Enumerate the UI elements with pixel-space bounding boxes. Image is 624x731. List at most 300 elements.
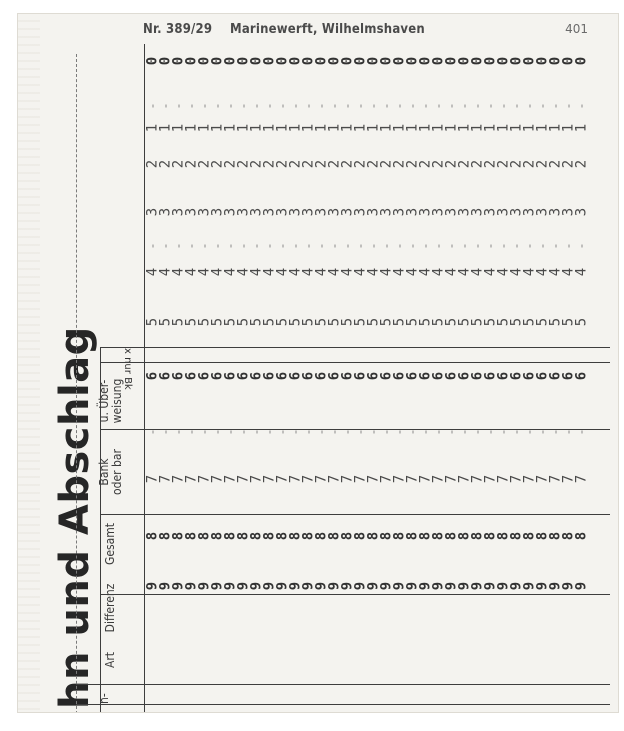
punch-digit: 8 bbox=[573, 531, 590, 541]
column-label-differenz: Differenz bbox=[103, 583, 117, 633]
rule-art bbox=[76, 704, 610, 705]
punch-digit: - bbox=[496, 428, 511, 436]
punch-digit: 2 bbox=[560, 159, 577, 169]
card-title: hn und Abschlag bbox=[52, 326, 98, 709]
punch-digit: - bbox=[379, 102, 394, 110]
punch-digit: 1 bbox=[144, 123, 161, 133]
punch-digit: 2 bbox=[417, 159, 434, 169]
punch-digit: 9 bbox=[196, 581, 213, 591]
punch-digit: 2 bbox=[326, 159, 343, 169]
punch-digit: 2 bbox=[573, 159, 590, 169]
punch-digit: 0 bbox=[300, 56, 317, 66]
digit-row bbox=[146, 236, 588, 256]
punch-digit: - bbox=[275, 242, 290, 250]
punch-digit: 9 bbox=[469, 581, 486, 591]
punch-digit: 2 bbox=[209, 159, 226, 169]
punch-digit: 2 bbox=[521, 159, 538, 169]
punch-digit: 6 bbox=[391, 371, 408, 381]
punch-digit: 5 bbox=[404, 317, 421, 327]
punch-digit: - bbox=[301, 242, 316, 250]
punch-digit: - bbox=[340, 428, 355, 436]
punch-digit: 7 bbox=[560, 474, 577, 484]
punch-digit: - bbox=[171, 102, 186, 110]
punch-digit: 9 bbox=[144, 581, 161, 591]
punch-digit: - bbox=[405, 242, 420, 250]
punch-digit: - bbox=[340, 102, 355, 110]
punch-digit: 2 bbox=[248, 159, 265, 169]
punch-digit: - bbox=[392, 428, 407, 436]
punch-digit: - bbox=[223, 102, 238, 110]
punch-digit: - bbox=[561, 428, 576, 436]
punch-digit: 5 bbox=[274, 317, 291, 327]
punch-digit: - bbox=[340, 242, 355, 250]
rule-label-column bbox=[100, 347, 101, 712]
punch-digit: - bbox=[431, 102, 446, 110]
digit-row bbox=[146, 422, 588, 442]
punch-digit: - bbox=[236, 242, 251, 250]
punch-digit: 5 bbox=[300, 317, 317, 327]
punch-digit: - bbox=[444, 242, 459, 250]
rule-ueberweisung-xnurbk bbox=[100, 362, 610, 363]
punch-digit: 2 bbox=[196, 159, 213, 169]
punch-digit: 3 bbox=[391, 207, 408, 217]
punch-digit: 6 bbox=[196, 371, 213, 381]
punch-digit: 6 bbox=[326, 371, 343, 381]
punch-digit: 7 bbox=[222, 474, 239, 484]
punch-digit: 6 bbox=[170, 371, 187, 381]
punch-digit: 9 bbox=[339, 581, 356, 591]
punch-digit: 0 bbox=[443, 56, 460, 66]
punch-digit: - bbox=[197, 428, 212, 436]
punch-digit: - bbox=[548, 242, 563, 250]
punch-digit: - bbox=[405, 102, 420, 110]
punch-digit: 3 bbox=[235, 207, 252, 217]
punch-digit: 2 bbox=[534, 159, 551, 169]
punch-digit: 6 bbox=[365, 371, 382, 381]
punch-digit: 3 bbox=[183, 207, 200, 217]
punch-digit: 6 bbox=[300, 371, 317, 381]
punch-digit: 9 bbox=[352, 581, 369, 591]
punch-digit: 8 bbox=[417, 531, 434, 541]
punch-digit: - bbox=[574, 428, 589, 436]
punch-digit: 8 bbox=[456, 531, 473, 541]
punch-digit: 8 bbox=[469, 531, 486, 541]
ueberweisung-label-line1: u. Über- bbox=[97, 379, 111, 423]
punch-digit: - bbox=[262, 428, 277, 436]
punch-digit: - bbox=[405, 428, 420, 436]
punch-digit: 7 bbox=[261, 474, 278, 484]
punch-digit: 1 bbox=[339, 123, 356, 133]
punch-digit: 1 bbox=[443, 123, 460, 133]
punch-digit: - bbox=[171, 242, 186, 250]
punch-digit: 1 bbox=[404, 123, 421, 133]
punch-digit: 7 bbox=[339, 474, 356, 484]
punch-digit: 4 bbox=[430, 267, 447, 277]
punch-digit: 7 bbox=[391, 474, 408, 484]
punch-digit: 4 bbox=[157, 267, 174, 277]
punch-digit: - bbox=[197, 242, 212, 250]
punch-digit: 3 bbox=[573, 207, 590, 217]
punch-digit: 5 bbox=[287, 317, 304, 327]
punch-digit: - bbox=[171, 428, 186, 436]
punch-digit: 2 bbox=[170, 159, 187, 169]
punch-digit: - bbox=[210, 242, 225, 250]
punch-digit: 6 bbox=[404, 371, 421, 381]
punch-digit: 6 bbox=[560, 371, 577, 381]
punch-digit: 8 bbox=[521, 531, 538, 541]
punch-digit: 4 bbox=[495, 267, 512, 277]
punch-digit: 8 bbox=[365, 531, 382, 541]
punch-digit: 5 bbox=[417, 317, 434, 327]
punch-digit: 6 bbox=[534, 371, 551, 381]
punch-digit: 3 bbox=[170, 207, 187, 217]
punch-digit: 8 bbox=[170, 531, 187, 541]
digit-row bbox=[146, 51, 588, 71]
punch-digit: 0 bbox=[196, 56, 213, 66]
punch-digit: 0 bbox=[313, 56, 330, 66]
punch-digit: 5 bbox=[339, 317, 356, 327]
punch-digit: 4 bbox=[170, 267, 187, 277]
punch-digit: 9 bbox=[547, 581, 564, 591]
punch-digit: 3 bbox=[560, 207, 577, 217]
digit-row bbox=[146, 576, 588, 596]
punch-digit: 6 bbox=[157, 371, 174, 381]
punch-digit: - bbox=[418, 428, 433, 436]
punch-digit: 1 bbox=[495, 123, 512, 133]
punch-digit: 1 bbox=[287, 123, 304, 133]
punch-digit: 7 bbox=[430, 474, 447, 484]
punch-digit: - bbox=[197, 102, 212, 110]
punch-digit: - bbox=[262, 102, 277, 110]
digit-row bbox=[146, 469, 588, 489]
punch-digit: 4 bbox=[521, 267, 538, 277]
punch-card bbox=[18, 14, 618, 712]
punch-digit: 3 bbox=[469, 207, 486, 217]
punch-digit: 4 bbox=[261, 267, 278, 277]
punch-digit: 4 bbox=[482, 267, 499, 277]
digit-row bbox=[146, 96, 588, 116]
punch-digit: 6 bbox=[495, 371, 512, 381]
punch-digit: - bbox=[574, 242, 589, 250]
punch-digit: - bbox=[288, 428, 303, 436]
punch-digit: 9 bbox=[261, 581, 278, 591]
punch-digit: 7 bbox=[326, 474, 343, 484]
punch-digit: - bbox=[353, 102, 368, 110]
punch-digit: 1 bbox=[378, 123, 395, 133]
punch-digit: 9 bbox=[183, 581, 200, 591]
punch-digit: 7 bbox=[365, 474, 382, 484]
punch-digit: - bbox=[392, 242, 407, 250]
punch-digit: 0 bbox=[209, 56, 226, 66]
punch-digit: - bbox=[535, 102, 550, 110]
punch-digit: 3 bbox=[456, 207, 473, 217]
punch-digit: 7 bbox=[248, 474, 265, 484]
punch-digit: - bbox=[366, 242, 381, 250]
punch-digit: 3 bbox=[196, 207, 213, 217]
punch-digit: - bbox=[184, 428, 199, 436]
punch-digit: 8 bbox=[378, 531, 395, 541]
punch-digit: 0 bbox=[326, 56, 343, 66]
punch-digit: 9 bbox=[248, 581, 265, 591]
punch-digit: 3 bbox=[274, 207, 291, 217]
punch-digit: 1 bbox=[573, 123, 590, 133]
punch-digit: 5 bbox=[547, 317, 564, 327]
punch-digit: 4 bbox=[222, 267, 239, 277]
punch-digit: 9 bbox=[495, 581, 512, 591]
punch-digit: 1 bbox=[352, 123, 369, 133]
punch-digit: 2 bbox=[547, 159, 564, 169]
punch-digit: 2 bbox=[482, 159, 499, 169]
punch-digit: 2 bbox=[352, 159, 369, 169]
company-name: Marinewerft, Wilhelmshaven bbox=[230, 22, 425, 37]
punch-digit: 8 bbox=[248, 531, 265, 541]
punch-digit: 8 bbox=[482, 531, 499, 541]
bank-label-line1: Bank bbox=[97, 458, 111, 486]
punch-digit: 9 bbox=[508, 581, 525, 591]
column-label-xnurbk: x nur Bk bbox=[122, 348, 133, 390]
punch-digit: 7 bbox=[183, 474, 200, 484]
punch-digit: 8 bbox=[144, 531, 161, 541]
punch-digit: 1 bbox=[248, 123, 265, 133]
punch-digit: 7 bbox=[378, 474, 395, 484]
punch-digit: 9 bbox=[417, 581, 434, 591]
punch-digit: - bbox=[366, 102, 381, 110]
punch-digit: - bbox=[522, 428, 537, 436]
punch-digit: 8 bbox=[274, 531, 291, 541]
punch-digit: 5 bbox=[495, 317, 512, 327]
punch-digit: 9 bbox=[573, 581, 590, 591]
punch-digit: 0 bbox=[144, 56, 161, 66]
punch-digit: 9 bbox=[404, 581, 421, 591]
rule-gesamt-bank bbox=[100, 514, 610, 515]
punch-digit: 9 bbox=[326, 581, 343, 591]
punch-digit: - bbox=[457, 242, 472, 250]
punch-digit: 6 bbox=[235, 371, 252, 381]
punch-digit: 4 bbox=[196, 267, 213, 277]
punch-digit: 9 bbox=[521, 581, 538, 591]
punch-digit: 7 bbox=[417, 474, 434, 484]
punch-digit: - bbox=[145, 102, 160, 110]
punch-digit: 5 bbox=[235, 317, 252, 327]
punch-digit: 4 bbox=[560, 267, 577, 277]
punch-digit: 0 bbox=[274, 56, 291, 66]
punch-digit: - bbox=[275, 428, 290, 436]
punch-digit: - bbox=[223, 242, 238, 250]
punch-digit: - bbox=[314, 428, 329, 436]
punch-digit: 5 bbox=[313, 317, 330, 327]
punch-digit: 6 bbox=[521, 371, 538, 381]
punch-digit: 4 bbox=[573, 267, 590, 277]
punch-digit: 5 bbox=[261, 317, 278, 327]
punch-digit: 3 bbox=[547, 207, 564, 217]
punch-digit: 1 bbox=[261, 123, 278, 133]
punch-digit: 6 bbox=[183, 371, 200, 381]
punch-digit: 1 bbox=[209, 123, 226, 133]
punch-digit: - bbox=[431, 428, 446, 436]
punch-digit: - bbox=[574, 102, 589, 110]
punch-digit: 3 bbox=[495, 207, 512, 217]
punch-digit: 2 bbox=[261, 159, 278, 169]
punch-digit: 4 bbox=[300, 267, 317, 277]
punch-digit: 5 bbox=[443, 317, 460, 327]
punch-digit: - bbox=[314, 242, 329, 250]
punch-digit: - bbox=[483, 428, 498, 436]
punch-digit: 5 bbox=[560, 317, 577, 327]
punch-digit: 2 bbox=[391, 159, 408, 169]
punch-digit: - bbox=[236, 428, 251, 436]
punch-digit: 5 bbox=[144, 317, 161, 327]
punch-digit: 8 bbox=[391, 531, 408, 541]
punch-digit: 2 bbox=[443, 159, 460, 169]
punch-digit: 0 bbox=[404, 56, 421, 66]
punch-digit: - bbox=[561, 102, 576, 110]
punch-digit: 5 bbox=[352, 317, 369, 327]
punch-digit: 6 bbox=[209, 371, 226, 381]
punch-digit: 8 bbox=[196, 531, 213, 541]
punch-digit: 1 bbox=[534, 123, 551, 133]
punch-digit: 7 bbox=[573, 474, 590, 484]
punch-digit: - bbox=[418, 242, 433, 250]
punch-digit: 3 bbox=[222, 207, 239, 217]
punch-digit: 7 bbox=[456, 474, 473, 484]
punch-digit: 9 bbox=[365, 581, 382, 591]
punch-digit: - bbox=[496, 102, 511, 110]
punch-digit: 5 bbox=[508, 317, 525, 327]
punch-digit: 4 bbox=[183, 267, 200, 277]
punch-digit: 0 bbox=[235, 56, 252, 66]
punch-digit: - bbox=[509, 242, 524, 250]
punch-digit: 3 bbox=[261, 207, 278, 217]
punch-digit: - bbox=[509, 428, 524, 436]
punch-digit: 4 bbox=[235, 267, 252, 277]
punch-digit: 0 bbox=[222, 56, 239, 66]
punch-digit: 1 bbox=[508, 123, 525, 133]
punch-digit: - bbox=[158, 102, 173, 110]
punch-digit: 9 bbox=[274, 581, 291, 591]
punch-digit: - bbox=[353, 428, 368, 436]
punch-digit: 6 bbox=[378, 371, 395, 381]
punch-digit: 5 bbox=[209, 317, 226, 327]
punch-digit: 8 bbox=[547, 531, 564, 541]
punch-digit: 4 bbox=[378, 267, 395, 277]
punch-digit: 2 bbox=[300, 159, 317, 169]
punch-digit: 6 bbox=[430, 371, 447, 381]
punch-digit: 5 bbox=[170, 317, 187, 327]
punch-digit: 5 bbox=[469, 317, 486, 327]
punch-digit: 9 bbox=[209, 581, 226, 591]
punch-digit: 0 bbox=[521, 56, 538, 66]
punch-digit: 8 bbox=[326, 531, 343, 541]
punch-digit: 6 bbox=[313, 371, 330, 381]
punch-digit: - bbox=[262, 242, 277, 250]
punch-digit: 7 bbox=[547, 474, 564, 484]
punch-digit: 1 bbox=[456, 123, 473, 133]
ueberweisung-label-line2: weisung bbox=[110, 378, 124, 424]
punch-digit: 2 bbox=[430, 159, 447, 169]
punch-digit: 7 bbox=[443, 474, 460, 484]
punch-digit: - bbox=[210, 102, 225, 110]
punch-digit: 1 bbox=[183, 123, 200, 133]
punch-digit: 4 bbox=[469, 267, 486, 277]
punch-digit: 4 bbox=[534, 267, 551, 277]
punch-digit: 9 bbox=[560, 581, 577, 591]
digit-row bbox=[146, 526, 588, 546]
punch-digit: 8 bbox=[261, 531, 278, 541]
punch-digit: 8 bbox=[430, 531, 447, 541]
punch-digit: 5 bbox=[573, 317, 590, 327]
punch-digit: 2 bbox=[469, 159, 486, 169]
punch-digit: 2 bbox=[144, 159, 161, 169]
punch-digit: - bbox=[470, 242, 485, 250]
punch-digit: 3 bbox=[521, 207, 538, 217]
punch-digit: 3 bbox=[534, 207, 551, 217]
punch-digit: 0 bbox=[560, 56, 577, 66]
punch-digit: 4 bbox=[248, 267, 265, 277]
punch-digit: - bbox=[327, 102, 342, 110]
punch-digit: 5 bbox=[534, 317, 551, 327]
punch-digit: 0 bbox=[391, 56, 408, 66]
punch-digit: 7 bbox=[209, 474, 226, 484]
punch-digit: 1 bbox=[196, 123, 213, 133]
bank-label-line2: oder bar bbox=[110, 449, 124, 495]
punch-digit: - bbox=[444, 428, 459, 436]
punch-digit: 1 bbox=[469, 123, 486, 133]
punch-digit: 2 bbox=[313, 159, 330, 169]
punch-digit: 8 bbox=[404, 531, 421, 541]
punch-digit: 7 bbox=[495, 474, 512, 484]
punch-digit: - bbox=[366, 428, 381, 436]
punch-digit: 0 bbox=[157, 56, 174, 66]
punch-digit: 6 bbox=[573, 371, 590, 381]
punch-digit: 2 bbox=[339, 159, 356, 169]
punch-digit: 4 bbox=[417, 267, 434, 277]
digit-row bbox=[146, 154, 588, 174]
punch-digit: 7 bbox=[313, 474, 330, 484]
edge-fragment-label: n- bbox=[97, 693, 111, 704]
punch-digit: 1 bbox=[560, 123, 577, 133]
punch-digit: 7 bbox=[521, 474, 538, 484]
punch-digit: 3 bbox=[157, 207, 174, 217]
punch-digit: 0 bbox=[508, 56, 525, 66]
punch-digit: 7 bbox=[196, 474, 213, 484]
punch-digit: - bbox=[522, 102, 537, 110]
punch-digit: 6 bbox=[469, 371, 486, 381]
punch-digit: - bbox=[327, 242, 342, 250]
punch-digit: 0 bbox=[430, 56, 447, 66]
punch-digit: 3 bbox=[508, 207, 525, 217]
punch-digit: 8 bbox=[443, 531, 460, 541]
punch-digit: 1 bbox=[170, 123, 187, 133]
punch-digit: 4 bbox=[352, 267, 369, 277]
punch-digit: 6 bbox=[352, 371, 369, 381]
punch-digit: 5 bbox=[248, 317, 265, 327]
punch-digit: 2 bbox=[235, 159, 252, 169]
punch-digit: 2 bbox=[495, 159, 512, 169]
punch-digit: 9 bbox=[235, 581, 252, 591]
punch-digit: 2 bbox=[287, 159, 304, 169]
punch-digit: 1 bbox=[365, 123, 382, 133]
punch-digit: 7 bbox=[300, 474, 317, 484]
column-label-ueberweisung bbox=[98, 366, 124, 436]
punch-digit: 7 bbox=[482, 474, 499, 484]
punch-digit: 2 bbox=[157, 159, 174, 169]
digit-row bbox=[146, 312, 588, 332]
punch-digit: - bbox=[327, 428, 342, 436]
punch-digit: 5 bbox=[378, 317, 395, 327]
punch-digit: - bbox=[223, 428, 238, 436]
punch-digit: 6 bbox=[443, 371, 460, 381]
punch-digit: 6 bbox=[482, 371, 499, 381]
